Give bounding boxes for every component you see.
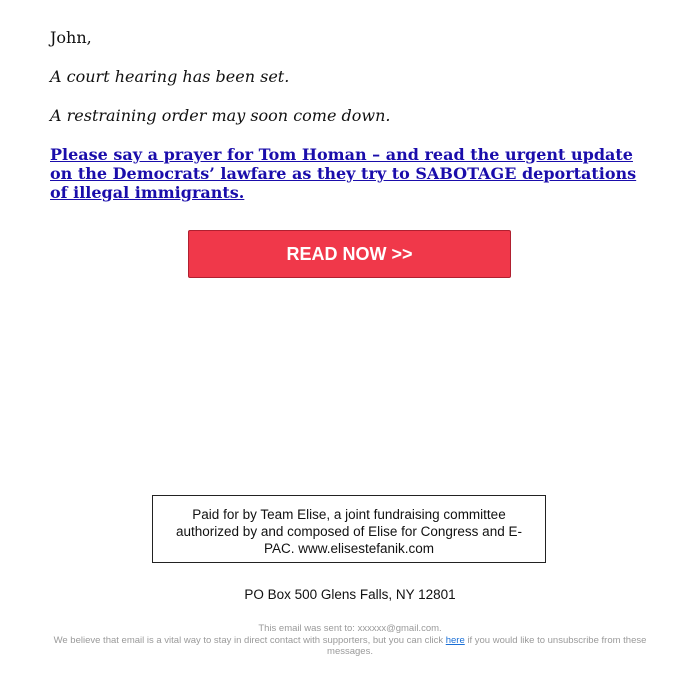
email-footer — [40, 623, 660, 658]
sent-to-notice: This email was sent to: xxxxxx@gmail.com. — [258, 623, 442, 634]
restraining-order-line: A restraining order may soon come down. — [50, 106, 391, 125]
unsubscribe-text-before: We believe that email is a vital way to stay in direct contact with supporters, but you can click — [53, 634, 446, 646]
read-now-button[interactable]: READ NOW >> — [188, 230, 511, 278]
unsubscribe-notice — [40, 635, 660, 658]
mailing-address: PO Box 500 Glens Falls, NY 12801 — [244, 587, 456, 602]
court-hearing-line: A court hearing has been set. — [50, 67, 290, 86]
unsubscribe-text-after: if you would like to unsubscribe from these messages. — [327, 634, 647, 657]
unsubscribe-link[interactable]: here — [445, 634, 465, 646]
paid-for-disclaimer: Paid for by Team Elise, a joint fundraising committee authorized by and composed of Elise for Congress and E-PAC. www.elisestefanik.com — [152, 495, 546, 563]
greeting: John, — [50, 28, 92, 47]
urgent-update-link[interactable]: Please say a prayer for Tom Homan – and read the urgent update on the Democrats’ lawfare as they try to SABOTAGE deportations of illegal immigrants. — [50, 145, 637, 202]
